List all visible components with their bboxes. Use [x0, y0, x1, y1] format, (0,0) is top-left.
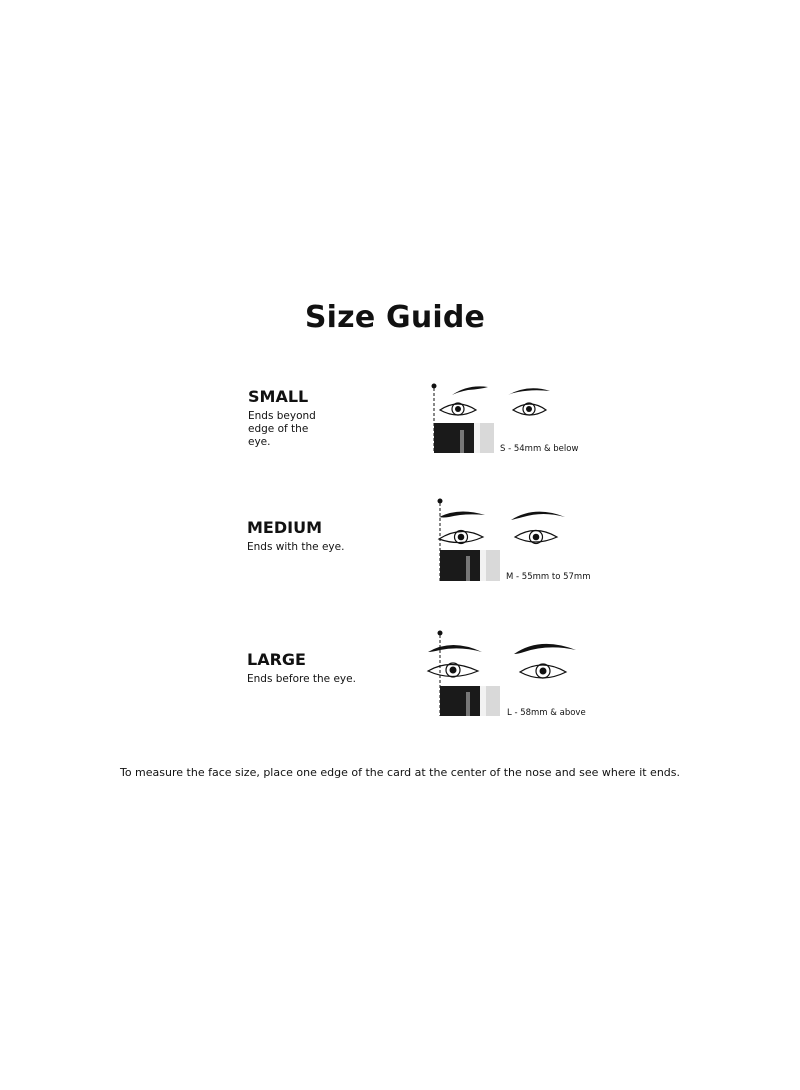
measure-instruction: To measure the face size, place one edge of the card at the center of the nose and see where it ends.: [119, 766, 681, 779]
size-large-measurement: L - 58mm & above: [507, 708, 586, 718]
size-large-description: Ends before the eye.: [247, 673, 356, 685]
size-medium-measurement: M - 55mm to 57mm: [506, 572, 591, 582]
size-small-section: [0, 378, 800, 488]
large-face-illustration: [420, 626, 600, 721]
size-large-label: LARGE: [247, 650, 306, 669]
size-medium-label: MEDIUM: [247, 518, 322, 537]
page-title: Size Guide: [304, 300, 486, 335]
size-small-description: Ends beyond edge of the eye.: [248, 410, 316, 448]
size-small-measurement: S - 54mm & below: [500, 444, 579, 454]
size-medium-section: [0, 497, 800, 607]
size-small-label: SMALL: [248, 387, 309, 406]
size-large-section: [0, 626, 800, 736]
size-medium-description: Ends with the eye.: [247, 541, 345, 553]
